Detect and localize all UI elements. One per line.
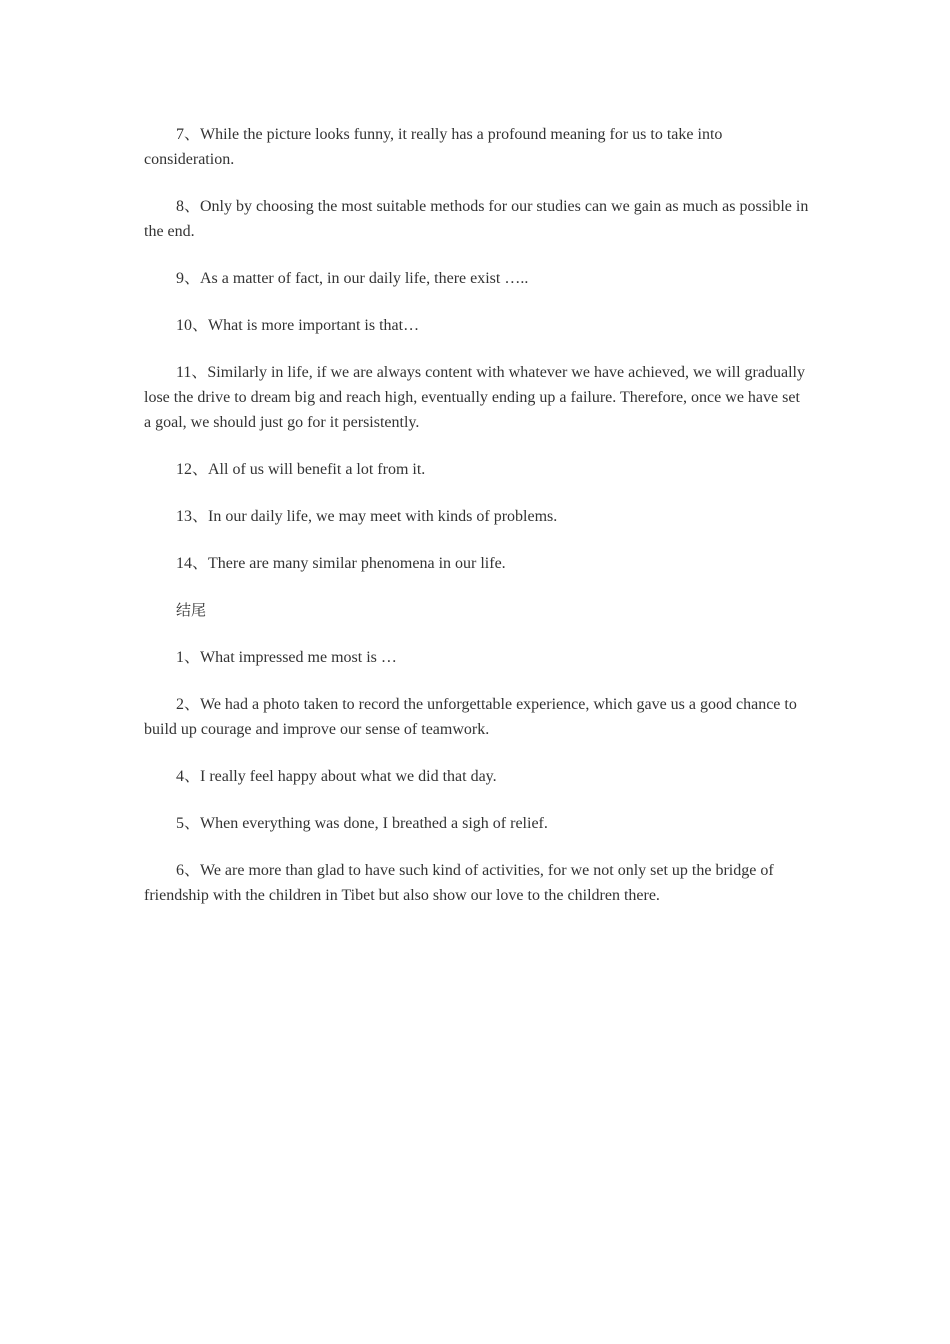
- paragraph-item-14: 14、There are many similar phenomena in our life.: [176, 555, 506, 572]
- paragraph-item-12: 12、All of us will benefit a lot from it.: [176, 461, 426, 478]
- paragraph-item-7: 7、While the picture looks funny, it really has a profound meaning for us to take into consideration.: [144, 126, 723, 168]
- paragraph-item-11: 11、Similarly in life, if we are always content with whatever we have achieved, we will gradually lose the drive to dream big and reach high, eventually ending up a failure. Therefore, once we have set a goal, we should just go for it persistently.: [144, 364, 805, 431]
- paragraph-item-10: 10、What is more important is that…: [176, 317, 420, 334]
- document-page: [144, 122, 810, 930]
- paragraph-item-8: 8、Only by choosing the most suitable methods for our studies can we gain as much as possible in the end.: [144, 198, 809, 240]
- section-heading-ending: 结尾: [176, 601, 207, 619]
- paragraph-item-13: 13、In our daily life, we may meet with kinds of problems.: [176, 508, 558, 525]
- ending-item-2: 2、We had a photo taken to record the unforgettable experience, which gave us a good chance to build up courage and improve our sense of teamwork.: [144, 696, 797, 738]
- ending-item-4: 4、I really feel happy about what we did that day.: [176, 768, 497, 785]
- paragraph-item-9: 9、As a matter of fact, in our daily life, there exist …..: [176, 270, 529, 287]
- ending-item-6: 6、We are more than glad to have such kind of activities, for we not only set up the bridge of friendship with the children in Tibet but also show our love to the children there.: [144, 862, 774, 904]
- ending-item-5: 5、When everything was done, I breathed a sigh of relief.: [176, 815, 548, 832]
- ending-item-1: 1、What impressed me most is …: [176, 649, 397, 666]
